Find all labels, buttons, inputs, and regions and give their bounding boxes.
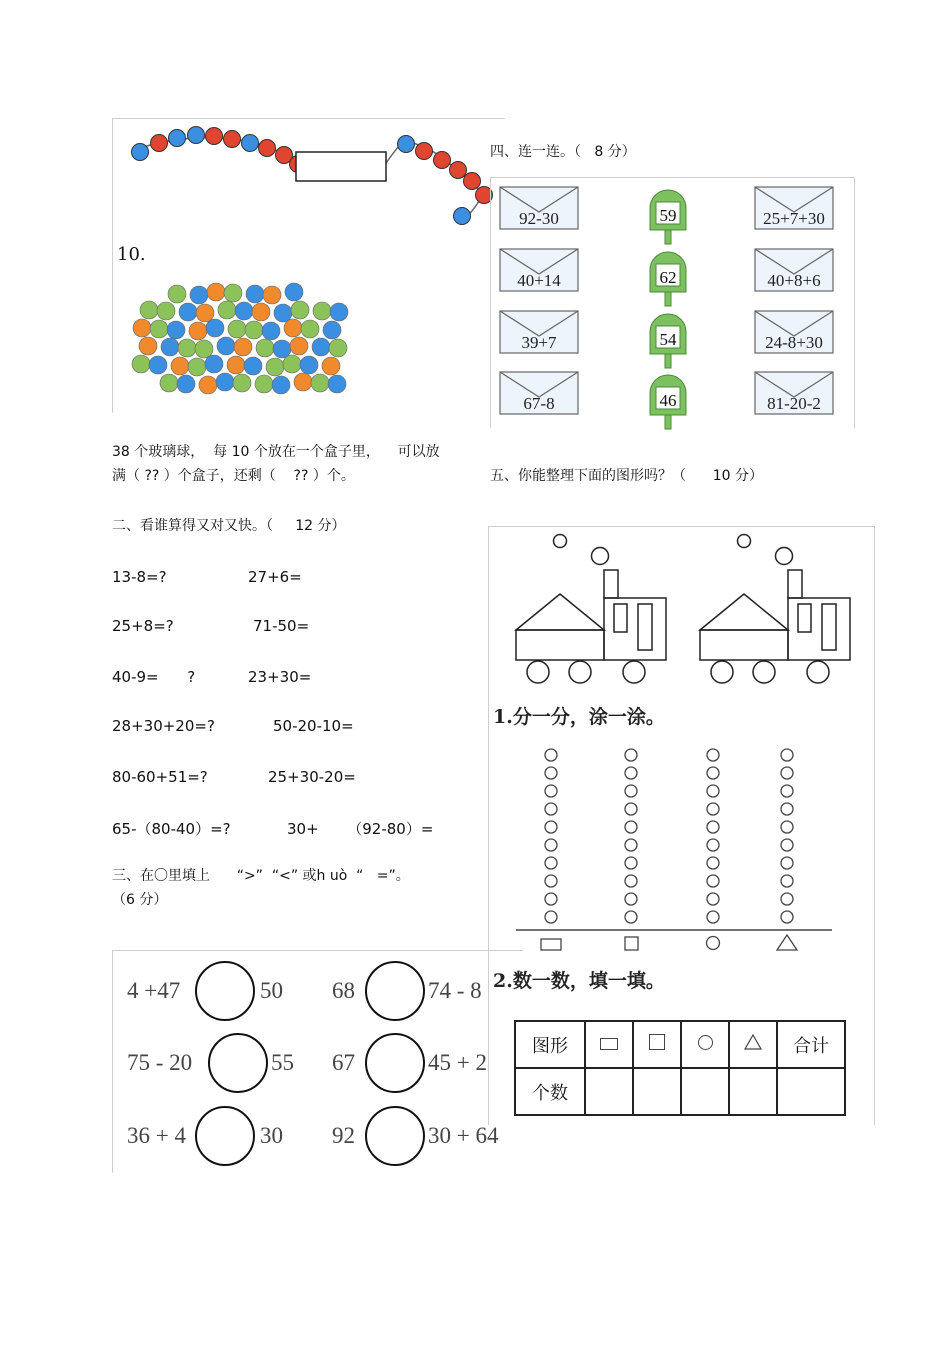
glass-marble xyxy=(228,320,246,338)
count-cell-circle[interactable] xyxy=(681,1068,729,1115)
glass-marble xyxy=(300,356,318,374)
shape-count-table xyxy=(514,1020,846,1116)
red-bead xyxy=(224,131,241,148)
glass-marble xyxy=(283,355,301,373)
compare-right-expr: 30 xyxy=(260,1123,283,1148)
table-header-square xyxy=(633,1021,681,1068)
table-label-count: 个数 xyxy=(532,1082,568,1104)
mailbox[interactable] xyxy=(645,312,691,382)
coloring-circle[interactable] xyxy=(545,893,557,905)
coloring-circle[interactable] xyxy=(781,749,793,761)
glass-marble xyxy=(284,319,302,337)
math-problem: 30+ （92-80）= xyxy=(287,820,434,838)
table-row-count-label xyxy=(515,1068,585,1115)
glass-marble xyxy=(328,375,346,393)
coloring-circle[interactable] xyxy=(625,821,637,833)
compare-left-expr: 36 + 4 xyxy=(127,1123,186,1148)
math-problem: 27+6= xyxy=(248,568,302,586)
compare-right-expr: 30 + 64 xyxy=(428,1123,499,1148)
section-4-heading: 四、连一连。（ 8 分） xyxy=(490,144,636,160)
compare-left-expr: 92 xyxy=(332,1123,355,1148)
compare-right-expr: 74 - 8 xyxy=(428,978,482,1003)
glass-marble xyxy=(235,302,253,320)
table-label-total: 合计 xyxy=(793,1035,829,1057)
compare-left-expr: 68 xyxy=(332,978,355,1003)
train-picture xyxy=(516,535,666,684)
coloring-column xyxy=(707,749,719,923)
envelope-left[interactable] xyxy=(499,371,579,415)
coloring-circle[interactable] xyxy=(545,875,557,887)
glass-marble xyxy=(190,286,208,304)
envelope-left[interactable] xyxy=(499,248,579,292)
trains-illustration xyxy=(510,530,860,690)
section-2-heading: 二、看谁算得又对又快。（ 12 分） xyxy=(112,518,346,534)
math-problem: 25+30-20= xyxy=(268,768,356,786)
math-problem: 40-9= ? xyxy=(112,668,196,686)
coloring-circle[interactable] xyxy=(781,767,793,779)
glass-marble xyxy=(246,285,264,303)
envelope-label: 25+7+30 xyxy=(763,209,825,228)
table-header-circle xyxy=(681,1021,729,1068)
glass-marble xyxy=(227,356,245,374)
glass-marble xyxy=(199,376,217,394)
coloring-circle[interactable] xyxy=(625,911,637,923)
table-header-total xyxy=(777,1021,845,1068)
blue-bead xyxy=(132,144,149,161)
glass-marble xyxy=(234,338,252,356)
red-bead xyxy=(416,143,433,160)
red-bead xyxy=(464,173,481,190)
coloring-circle[interactable] xyxy=(625,893,637,905)
count-cell-total[interactable] xyxy=(777,1068,845,1115)
section-3-heading-line1: 三、在〇里填上 “>” “<” 或h uò “ =”。 xyxy=(112,868,410,884)
glass-marble xyxy=(171,357,189,375)
glass-marble xyxy=(160,374,178,392)
compare-circle[interactable] xyxy=(195,961,255,1021)
coloring-circle[interactable] xyxy=(781,803,793,815)
glass-marble xyxy=(285,283,303,301)
mailbox-number: 59 xyxy=(659,206,677,225)
glass-marble xyxy=(207,283,225,301)
math-problem: 13-8=? xyxy=(112,568,167,586)
glass-marble xyxy=(323,321,341,339)
blue-bead xyxy=(188,127,205,144)
glass-marble xyxy=(139,337,157,355)
coloring-circle[interactable] xyxy=(707,839,719,851)
table-header-triangle xyxy=(729,1021,777,1068)
compare-circle[interactable] xyxy=(208,1033,268,1093)
shape-sorting-columns xyxy=(510,742,840,957)
envelope-right[interactable] xyxy=(754,248,834,292)
math-problem: 23+30= xyxy=(248,668,312,686)
glass-marble xyxy=(330,303,348,321)
coloring-circle[interactable] xyxy=(781,875,793,887)
coloring-circle[interactable] xyxy=(781,821,793,833)
coloring-column xyxy=(625,749,637,923)
math-problem: 71-50= xyxy=(253,617,310,635)
train-picture xyxy=(700,535,850,684)
glass-marble xyxy=(274,304,292,322)
mailbox[interactable] xyxy=(645,250,691,320)
table-header-rectangle xyxy=(585,1021,633,1068)
mailbox-number: 46 xyxy=(659,391,677,410)
circle-icon xyxy=(698,1035,713,1050)
compare-left-expr: 75 - 20 xyxy=(127,1050,193,1075)
glass-marble xyxy=(132,355,150,373)
glass-marble xyxy=(196,304,214,322)
glass-marble xyxy=(255,375,273,393)
blue-bead xyxy=(454,208,471,225)
triangle-icon xyxy=(777,935,797,950)
glass-marble xyxy=(233,374,251,392)
compare-left-expr: 4 +47 xyxy=(127,978,181,1003)
red-bead xyxy=(206,128,223,145)
coloring-circle[interactable] xyxy=(625,749,637,761)
count-cell-square[interactable] xyxy=(633,1068,681,1115)
blue-bead xyxy=(242,135,259,152)
glass-marble xyxy=(179,303,197,321)
table-header-shape xyxy=(515,1021,585,1068)
coloring-circle[interactable] xyxy=(545,911,557,923)
compare-left-expr: 67 xyxy=(332,1050,355,1075)
envelope-label: 67-8 xyxy=(523,394,555,413)
circle-icon xyxy=(707,937,720,950)
envelope-right[interactable] xyxy=(754,186,834,230)
count-cell-triangle[interactable] xyxy=(729,1068,777,1115)
glass-marble xyxy=(266,358,284,376)
glass-marble xyxy=(150,320,168,338)
compare-circle[interactable] xyxy=(195,1106,255,1166)
glass-marble xyxy=(206,319,224,337)
coloring-circle[interactable] xyxy=(707,893,719,905)
glass-marble xyxy=(329,339,347,357)
math-problem: 25+8=? xyxy=(112,617,174,635)
coloring-circle[interactable] xyxy=(707,803,719,815)
coloring-circle[interactable] xyxy=(707,911,719,923)
red-bead xyxy=(434,152,451,169)
coloring-circle[interactable] xyxy=(625,839,637,851)
glass-marble xyxy=(273,340,291,358)
blue-bead xyxy=(169,130,186,147)
glass-marble xyxy=(195,340,213,358)
coloring-circle[interactable] xyxy=(625,857,637,869)
coloring-column xyxy=(781,749,793,923)
section-5-part-2: 2.数一数，填一填。 xyxy=(493,970,665,992)
section-3-heading-line2: （6 分） xyxy=(112,892,168,908)
glass-marble xyxy=(256,339,274,357)
red-bead xyxy=(259,140,276,157)
coloring-circle[interactable] xyxy=(545,839,557,851)
red-bead xyxy=(450,162,467,179)
rectangle-icon xyxy=(600,1038,618,1050)
compare-right-expr: 50 xyxy=(260,978,283,1003)
envelope-left[interactable] xyxy=(499,186,579,230)
glass-marble xyxy=(133,319,151,337)
coloring-circle[interactable] xyxy=(625,785,637,797)
coloring-circle[interactable] xyxy=(707,785,719,797)
glass-marble xyxy=(245,321,263,339)
compare-circle[interactable] xyxy=(365,1033,425,1093)
answer-box xyxy=(296,152,386,181)
glass-marble xyxy=(177,375,195,393)
glass-marble xyxy=(272,376,290,394)
marbles-illustration xyxy=(126,278,366,410)
glass-marble xyxy=(178,339,196,357)
compare-right-expr: 45 + 2 xyxy=(428,1050,487,1075)
envelope-label: 92-30 xyxy=(519,209,559,228)
glass-marble xyxy=(263,286,281,304)
coloring-circle[interactable] xyxy=(707,821,719,833)
compare-circle[interactable] xyxy=(365,1106,425,1166)
math-problem: 50-20-10= xyxy=(273,717,354,735)
mailbox-number: 54 xyxy=(659,330,677,349)
math-problem: 65-（80-40）=? xyxy=(112,820,231,838)
blue-bead xyxy=(398,136,415,153)
envelope-label: 81-20-2 xyxy=(767,394,821,413)
glass-marble xyxy=(290,337,308,355)
square-icon xyxy=(625,937,638,950)
glass-marble xyxy=(149,356,167,374)
question-10-text-line1: 38 个玻璃球， 每 10 个放在一个盒子里， 可以放 xyxy=(112,444,440,460)
coloring-circle[interactable] xyxy=(707,875,719,887)
coloring-circle[interactable] xyxy=(781,911,793,923)
coloring-circle[interactable] xyxy=(707,767,719,779)
envelope-label: 40+14 xyxy=(517,271,561,290)
glass-marble xyxy=(168,285,186,303)
glass-marble xyxy=(311,374,329,392)
question-10-label: 10. xyxy=(117,244,146,265)
coloring-circle[interactable] xyxy=(781,839,793,851)
coloring-circle[interactable] xyxy=(781,785,793,797)
compare-circle[interactable] xyxy=(365,961,425,1021)
coloring-circle[interactable] xyxy=(625,875,637,887)
section-5-part-1: 1.分一分，涂一涂。 xyxy=(493,706,665,728)
coloring-circle[interactable] xyxy=(545,749,557,761)
coloring-circle[interactable] xyxy=(545,785,557,797)
envelope-label: 24-8+30 xyxy=(765,333,823,352)
math-problem: 80-60+51=? xyxy=(112,768,208,786)
envelope-right[interactable] xyxy=(754,371,834,415)
glass-marble xyxy=(188,358,206,376)
glass-marble xyxy=(294,373,312,391)
mailbox[interactable] xyxy=(645,188,691,258)
glass-marble xyxy=(313,302,331,320)
coloring-circle[interactable] xyxy=(707,857,719,869)
glass-marble xyxy=(224,284,242,302)
triangle-icon xyxy=(744,1034,762,1050)
coloring-circle[interactable] xyxy=(625,803,637,815)
glass-marble xyxy=(244,357,262,375)
coloring-circle[interactable] xyxy=(545,821,557,833)
question-10-text-line2: 满（ ?? ）个盒子，还剩（ ?? ）个。 xyxy=(112,468,355,484)
math-problem: 28+30+20=? xyxy=(112,717,215,735)
glass-marble xyxy=(167,321,185,339)
envelope-label: 39+7 xyxy=(521,333,557,352)
compare-right-expr: 55 xyxy=(271,1050,294,1075)
coloring-circle[interactable] xyxy=(781,893,793,905)
glass-marble xyxy=(217,337,235,355)
glass-marble xyxy=(140,301,158,319)
glass-marble xyxy=(252,303,270,321)
envelope-label: 40+8+6 xyxy=(767,271,821,290)
glass-marble xyxy=(291,301,309,319)
envelope-right[interactable] xyxy=(754,310,834,354)
coloring-circle[interactable] xyxy=(545,857,557,869)
rectangle-icon xyxy=(541,939,561,950)
mailbox[interactable] xyxy=(645,373,691,443)
glass-marble xyxy=(301,320,319,338)
red-bead xyxy=(151,135,168,152)
glass-marble xyxy=(216,373,234,391)
glass-marble xyxy=(161,338,179,356)
bead-string-illustration xyxy=(112,118,504,238)
glass-marble xyxy=(262,322,280,340)
glass-marble xyxy=(205,355,223,373)
glass-marble xyxy=(189,322,207,340)
square-icon xyxy=(649,1034,665,1050)
coloring-circle[interactable] xyxy=(781,857,793,869)
glass-marble xyxy=(322,357,340,375)
coloring-circle[interactable] xyxy=(545,767,557,779)
glass-marble xyxy=(312,338,330,356)
coloring-circle[interactable] xyxy=(625,767,637,779)
count-cell-rectangle[interactable] xyxy=(585,1068,633,1115)
mailbox-number: 62 xyxy=(659,268,677,287)
glass-marble xyxy=(218,301,236,319)
glass-marble xyxy=(157,302,175,320)
table-label-shape: 图形 xyxy=(532,1035,568,1057)
section-5-heading: 五、你能整理下面的图形吗？（ 10 分） xyxy=(490,468,763,484)
coloring-circle[interactable] xyxy=(707,749,719,761)
coloring-circle[interactable] xyxy=(545,803,557,815)
coloring-column xyxy=(545,749,557,923)
envelope-left[interactable] xyxy=(499,310,579,354)
